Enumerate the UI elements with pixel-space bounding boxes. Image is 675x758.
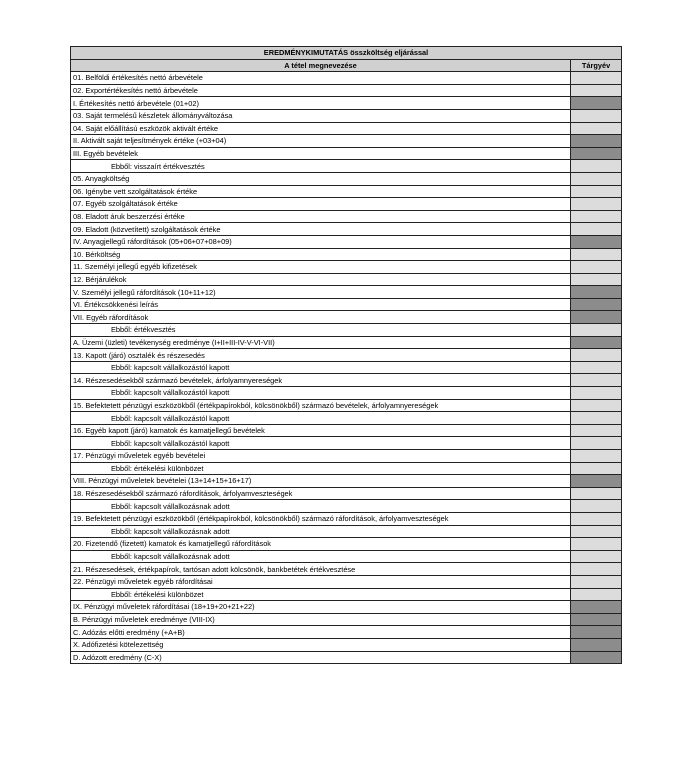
row-label: 20. Fizetendő (fizetett) kamatok és kamatjellegű ráfordítások <box>71 538 571 551</box>
row-label: 05. Anyagköltség <box>71 172 571 185</box>
row-sublabel: Ebből: értékvesztés <box>71 324 571 337</box>
table-row <box>71 550 622 563</box>
table-row <box>71 147 622 160</box>
value-cell[interactable] <box>571 185 622 198</box>
table-row <box>71 185 622 198</box>
row-label: VI. Értékcsökkenési leírás <box>71 298 571 311</box>
value-cell[interactable] <box>571 412 622 425</box>
row-sublabel: Ebből: kapcsolt vállalkozástól kapott <box>71 387 571 400</box>
table-row <box>71 198 622 211</box>
row-label: 10. Bérköltség <box>71 248 571 261</box>
table-row <box>71 374 622 387</box>
table-row <box>71 160 622 173</box>
value-cell[interactable] <box>571 387 622 400</box>
table-body <box>71 72 622 664</box>
row-label: VII. Egyéb ráfordítások <box>71 311 571 324</box>
value-cell[interactable] <box>571 538 622 551</box>
row-sublabel: Ebből: kapcsolt vállalkozásnak adott <box>71 550 571 563</box>
table-row <box>71 424 622 437</box>
value-cell[interactable] <box>571 601 622 614</box>
row-label: 01. Belföldi értékesítés nettó árbevétele <box>71 72 571 85</box>
table-row <box>71 399 622 412</box>
row-label: 03. Saját termelésű készletek állományváltozása <box>71 109 571 122</box>
row-sublabel: Ebből: kapcsolt vállalkozástól kapott <box>71 437 571 450</box>
table-row <box>71 500 622 513</box>
value-cell[interactable] <box>571 298 622 311</box>
income-statement-table <box>70 46 622 664</box>
table-row <box>71 512 622 525</box>
value-cell[interactable] <box>571 563 622 576</box>
value-cell[interactable] <box>571 286 622 299</box>
value-cell[interactable] <box>571 588 622 601</box>
table-row <box>71 135 622 148</box>
table-row <box>71 273 622 286</box>
value-cell[interactable] <box>571 487 622 500</box>
value-cell[interactable] <box>571 500 622 513</box>
value-cell[interactable] <box>571 638 622 651</box>
row-sublabel: Ebből: visszaírt értékvesztés <box>71 160 571 173</box>
value-cell[interactable] <box>571 147 622 160</box>
value-cell[interactable] <box>571 311 622 324</box>
value-cell[interactable] <box>571 273 622 286</box>
row-label: 16. Egyéb kapott (járó) kamatok és kamatjellegű bevételek <box>71 424 571 437</box>
row-label: 13. Kapott (járó) osztalék és részesedés <box>71 349 571 362</box>
table-row <box>71 286 622 299</box>
table-row <box>71 97 622 110</box>
value-cell[interactable] <box>571 462 622 475</box>
value-cell[interactable] <box>571 324 622 337</box>
table-row <box>71 613 622 626</box>
row-label: 15. Befektetett pénzügyi eszközökből (értékpapírokból, kölcsönökből) származó bevételek, árfolyamnyereségek <box>71 399 571 412</box>
row-label: 21. Részesedések, értékpapírok, tartósan adott kölcsönök, bankbetétek értékvesztése <box>71 563 571 576</box>
table-row <box>71 210 622 223</box>
value-cell[interactable] <box>571 72 622 85</box>
table-row <box>71 336 622 349</box>
income-statement <box>70 46 621 664</box>
row-label: 12. Bérjárulékok <box>71 273 571 286</box>
row-label: 09. Eladott (közvetített) szolgáltatások értéke <box>71 223 571 236</box>
value-cell[interactable] <box>571 613 622 626</box>
value-cell[interactable] <box>571 198 622 211</box>
table-row <box>71 122 622 135</box>
value-cell[interactable] <box>571 172 622 185</box>
row-label: 04. Saját előállítású eszközök aktivált értéke <box>71 122 571 135</box>
value-cell[interactable] <box>571 512 622 525</box>
value-cell[interactable] <box>571 135 622 148</box>
row-sublabel: Ebből: értékelési különbözet <box>71 588 571 601</box>
row-label: 08. Eladott áruk beszerzési értéke <box>71 210 571 223</box>
value-cell[interactable] <box>571 651 622 664</box>
table-row <box>71 638 622 651</box>
value-cell[interactable] <box>571 210 622 223</box>
table-row <box>71 575 622 588</box>
row-label: IV. Anyagjellegű ráfordítások (05+06+07+08+09) <box>71 235 571 248</box>
title-row <box>71 47 622 60</box>
table-row <box>71 349 622 362</box>
table-row <box>71 172 622 185</box>
row-label: IX. Pénzügyi műveletek ráfordításai (18+19+20+21+22) <box>71 601 571 614</box>
row-label: 06. Igénybe vett szolgáltatások értéke <box>71 185 571 198</box>
value-cell[interactable] <box>571 361 622 374</box>
table-row <box>71 84 622 97</box>
table-row <box>71 626 622 639</box>
row-label: 11. Személyi jellegű egyéb kifizetések <box>71 261 571 274</box>
table-row <box>71 475 622 488</box>
row-label: X. Adófizetési kötelezettség <box>71 638 571 651</box>
value-cell[interactable] <box>571 399 622 412</box>
table-row <box>71 311 622 324</box>
table-row <box>71 588 622 601</box>
column-header-name: A tétel megnevezése <box>71 59 571 72</box>
value-cell[interactable] <box>571 261 622 274</box>
row-label: 17. Pénzügyi műveletek egyéb bevételei <box>71 450 571 463</box>
table-row <box>71 387 622 400</box>
table-row <box>71 462 622 475</box>
row-label: D. Adózott eredmény (C-X) <box>71 651 571 664</box>
row-label: A. Üzemi (üzleti) tevékenység eredménye (I+II+III-IV-V-VI-VII) <box>71 336 571 349</box>
table-row <box>71 361 622 374</box>
table-row <box>71 412 622 425</box>
value-cell[interactable] <box>571 160 622 173</box>
table-row <box>71 72 622 85</box>
value-cell[interactable] <box>571 626 622 639</box>
row-label: II. Aktivált saját teljesítmények értéke (+03+04) <box>71 135 571 148</box>
table-row <box>71 525 622 538</box>
table-row <box>71 235 622 248</box>
row-label: B. Pénzügyi műveletek eredménye (VIII-IX) <box>71 613 571 626</box>
value-cell[interactable] <box>571 349 622 362</box>
table-row <box>71 261 622 274</box>
row-sublabel: Ebből: kapcsolt vállalkozásnak adott <box>71 525 571 538</box>
table-row <box>71 538 622 551</box>
value-cell[interactable] <box>571 336 622 349</box>
row-label: 18. Részesedésekből származó ráfordítások, árfolyamveszteségek <box>71 487 571 500</box>
table-row <box>71 223 622 236</box>
row-label: 07. Egyéb szolgáltatások értéke <box>71 198 571 211</box>
value-cell[interactable] <box>571 525 622 538</box>
row-sublabel: Ebből: kapcsolt vállalkozástól kapott <box>71 361 571 374</box>
value-cell[interactable] <box>571 424 622 437</box>
row-label: 02. Exportértékesítés nettó árbevétele <box>71 84 571 97</box>
table-row <box>71 248 622 261</box>
row-label: III. Egyéb bevételek <box>71 147 571 160</box>
header-row <box>71 59 622 72</box>
value-cell[interactable] <box>571 84 622 97</box>
table-row <box>71 109 622 122</box>
table-row <box>71 298 622 311</box>
value-cell[interactable] <box>571 248 622 261</box>
row-label: VIII. Pénzügyi műveletek bevételei (13+14+15+16+17) <box>71 475 571 488</box>
row-sublabel: Ebből: kapcsolt vállalkozástól kapott <box>71 412 571 425</box>
column-header-year: Tárgyév <box>571 59 622 72</box>
row-label: 19. Befektetett pénzügyi eszközökből (értékpapírokból, kölcsönökből) származó ráfordítások, árfolyamveszteségek <box>71 512 571 525</box>
value-cell[interactable] <box>571 575 622 588</box>
table-row <box>71 563 622 576</box>
value-cell[interactable] <box>571 374 622 387</box>
row-label: I. Értékesítés nettó árbevétele (01+02) <box>71 97 571 110</box>
table-row <box>71 651 622 664</box>
value-cell[interactable] <box>571 550 622 563</box>
table-row <box>71 437 622 450</box>
table-row <box>71 324 622 337</box>
table-row <box>71 601 622 614</box>
row-sublabel: Ebből: kapcsolt vállalkozásnak adott <box>71 500 571 513</box>
row-sublabel: Ebből: értékelési különbözet <box>71 462 571 475</box>
table-row <box>71 450 622 463</box>
table-row <box>71 487 622 500</box>
value-cell[interactable] <box>571 97 622 110</box>
value-cell[interactable] <box>571 223 622 236</box>
row-label: 22. Pénzügyi műveletek egyéb ráfordításai <box>71 575 571 588</box>
value-cell[interactable] <box>571 109 622 122</box>
row-label: V. Személyi jellegű ráfordítások (10+11+12) <box>71 286 571 299</box>
value-cell[interactable] <box>571 450 622 463</box>
row-label: 14. Részesedésekből származó bevételek, árfolyamnyereségek <box>71 374 571 387</box>
value-cell[interactable] <box>571 235 622 248</box>
value-cell[interactable] <box>571 475 622 488</box>
table-title: EREDMÉNYKIMUTATÁS összköltség eljárással <box>71 47 622 60</box>
value-cell[interactable] <box>571 122 622 135</box>
row-label: C. Adózás előtti eredmény (+A+B) <box>71 626 571 639</box>
value-cell[interactable] <box>571 437 622 450</box>
